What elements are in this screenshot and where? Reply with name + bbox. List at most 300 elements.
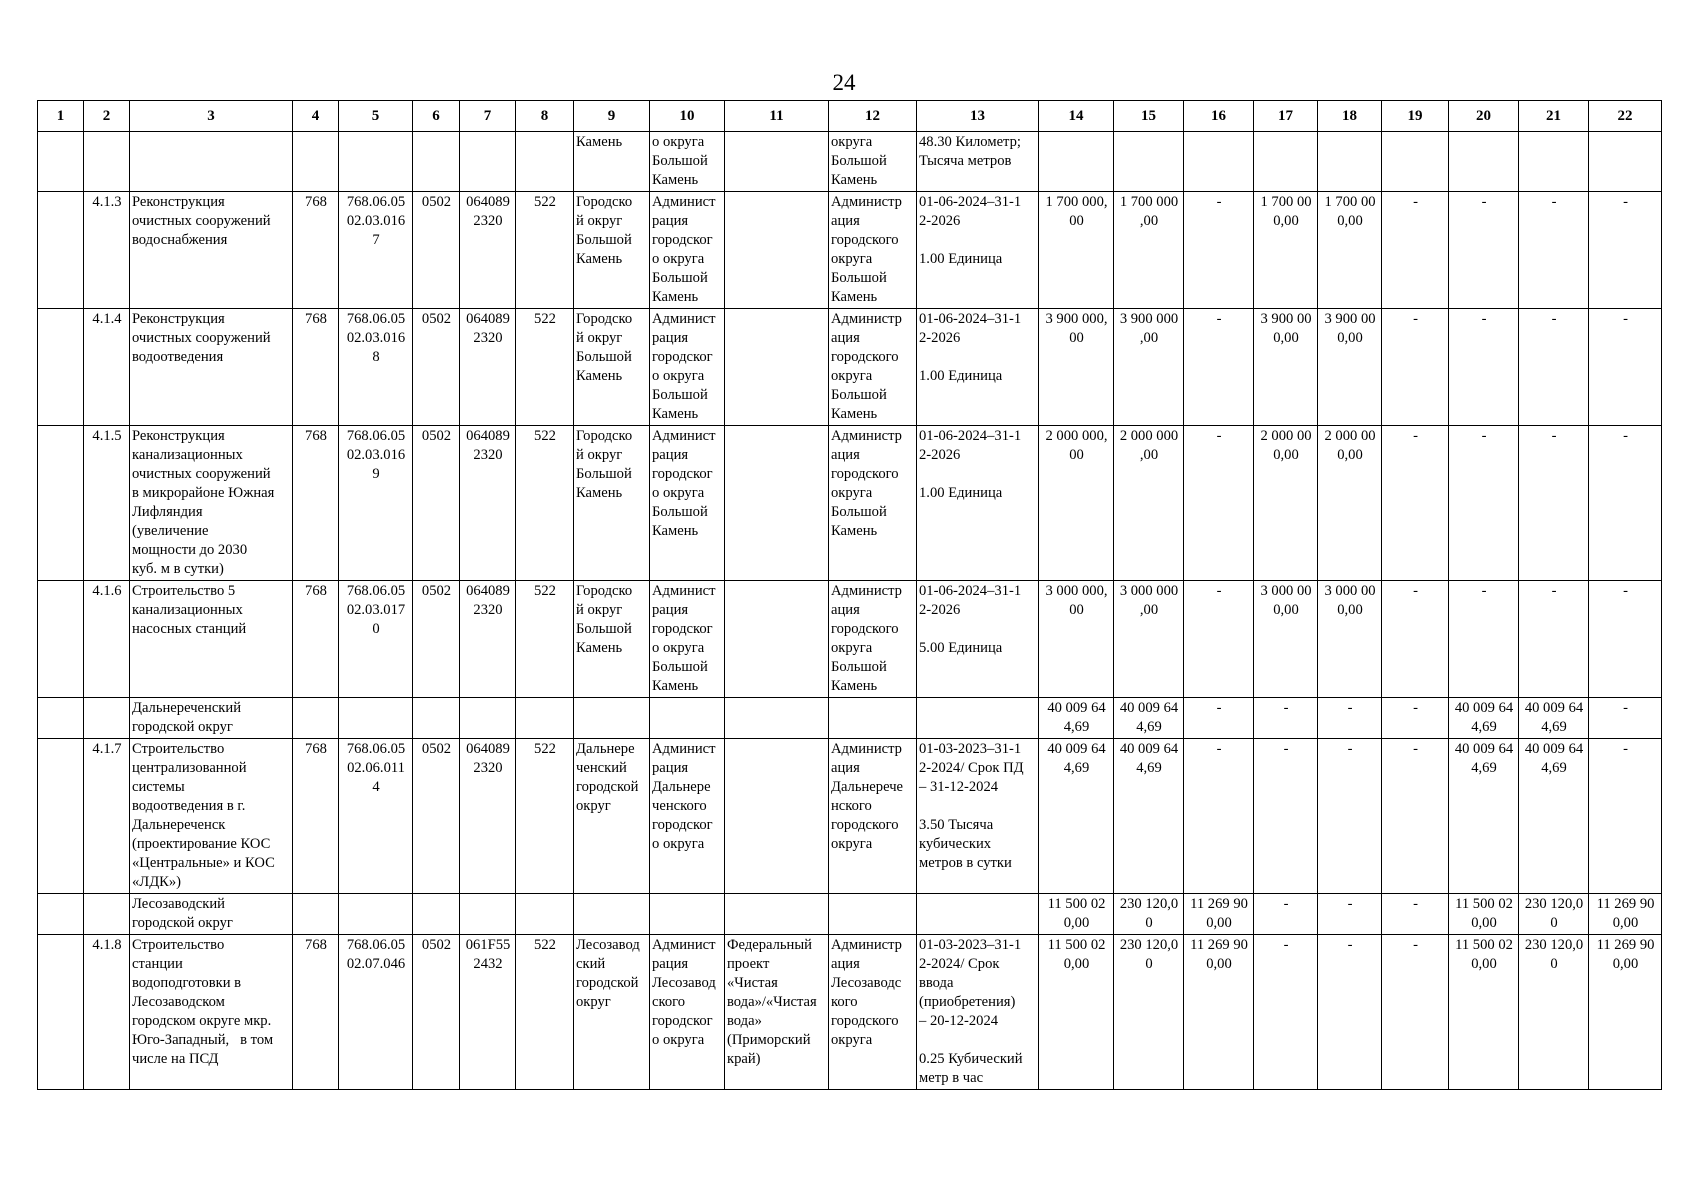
table-cell [460, 192, 516, 309]
cell-text: - [1551, 311, 1557, 327]
cell-text: - [1551, 583, 1557, 599]
table-cell [574, 698, 650, 739]
cell-text: 11 269 90 0,00 [1190, 937, 1248, 972]
cell-text: - [1413, 700, 1418, 716]
table-cell [1589, 581, 1662, 698]
table-cell [829, 132, 917, 192]
table-cell [516, 935, 574, 1090]
cell-text: 768.06.05 02.06.011 4 [346, 741, 406, 795]
cell-text: 3 900 000 ,00 [1119, 311, 1179, 346]
cell-text: 061F55 2432 [465, 937, 511, 972]
table-row [38, 935, 1662, 1090]
column-header: 16 [1184, 101, 1254, 132]
column-header: 3 [130, 101, 293, 132]
table-cell [1382, 132, 1449, 192]
cell-text: 01-06-2024–31-1 2-2026 5.00 Единица [919, 583, 1022, 656]
cell-text: - [1216, 741, 1222, 757]
column-header: 5 [339, 101, 413, 132]
table-cell [38, 192, 84, 309]
table-cell [1519, 739, 1589, 894]
table-cell [460, 894, 516, 935]
cell-text: - [1216, 583, 1222, 599]
cell-text: 230 120,0 0 [1524, 896, 1584, 931]
cell-text: 768 [305, 937, 327, 953]
table-cell [130, 935, 293, 1090]
table-cell [829, 935, 917, 1090]
table-cell [84, 132, 130, 192]
cell-text: 1 700 000, 00 [1045, 194, 1108, 229]
column-header: 15 [1114, 101, 1184, 132]
table-cell [130, 426, 293, 581]
table-cell [650, 192, 725, 309]
table-row [38, 192, 1662, 309]
cell-text: Камень [576, 134, 623, 150]
table-cell [1254, 935, 1318, 1090]
cell-text: - [1216, 700, 1222, 716]
table-cell [1449, 698, 1519, 739]
table-cell [1589, 192, 1662, 309]
table-cell [293, 426, 339, 581]
table-cell [917, 698, 1039, 739]
table-cell [725, 935, 829, 1090]
table-cell [293, 192, 339, 309]
table-cell [650, 698, 725, 739]
cell-text: - [1623, 194, 1628, 210]
table-cell [1449, 192, 1519, 309]
table-cell [413, 894, 460, 935]
cell-text: 11 500 02 0,00 [1455, 896, 1513, 931]
column-header: 20 [1449, 101, 1519, 132]
table-cell [1114, 935, 1184, 1090]
cell-text: - [1216, 311, 1222, 327]
table-cell [339, 581, 413, 698]
table-cell [130, 894, 293, 935]
table-cell [339, 894, 413, 935]
table-cell [1318, 698, 1382, 739]
cell-text: 2 000 000 ,00 [1119, 428, 1179, 463]
table-cell [1039, 132, 1114, 192]
cell-text: 3 900 00 0,00 [1260, 311, 1312, 346]
table-header [38, 101, 1662, 132]
cell-text: 064089 2320 [466, 741, 510, 776]
table-cell [1318, 739, 1382, 894]
cell-text: 3 000 000, 00 [1045, 583, 1108, 618]
table-cell [725, 894, 829, 935]
cell-text: 768.06.05 02.03.016 7 [346, 194, 406, 248]
column-header: 7 [460, 101, 516, 132]
cell-text: Админист рация Лесозавод ского городског о округа [652, 937, 716, 1048]
table-cell [917, 132, 1039, 192]
table-cell [1449, 132, 1519, 192]
table-cell [1254, 309, 1318, 426]
column-header: 6 [413, 101, 460, 132]
cell-text: 768.06.05 02.03.016 8 [346, 311, 406, 365]
table-cell [1589, 309, 1662, 426]
table-cell [1039, 192, 1114, 309]
table-cell [1114, 698, 1184, 739]
table-cell [1254, 894, 1318, 935]
cell-text: 522 [534, 937, 556, 953]
table-cell [574, 192, 650, 309]
cell-text: Строительство централизованной системы водоотведения в г. Дальнереченск (проектирование КОС «Центральные» и КОС «ЛДК») [132, 741, 275, 890]
cell-text: Администр ация городского округа Большой Камень [831, 194, 902, 305]
table-cell [1519, 581, 1589, 698]
table-cell [516, 192, 574, 309]
cell-text: 11 500 02 0,00 [1047, 896, 1106, 931]
cell-text: - [1413, 428, 1418, 444]
table-cell [413, 426, 460, 581]
cell-text: - [1413, 194, 1418, 210]
column-header: 8 [516, 101, 574, 132]
cell-text: округа Большой Камень [831, 134, 887, 188]
cell-text: - [1551, 194, 1557, 210]
table-cell [1114, 581, 1184, 698]
cell-text: - [1216, 194, 1222, 210]
table-cell [1589, 132, 1662, 192]
table-cell [293, 698, 339, 739]
table-cell [339, 426, 413, 581]
table-cell [460, 309, 516, 426]
cell-text: 1 700 000 ,00 [1119, 194, 1179, 229]
table-cell [917, 894, 1039, 935]
table-cell [293, 132, 339, 192]
cell-text: 1 700 00 0,00 [1324, 194, 1376, 229]
table-cell [1449, 935, 1519, 1090]
table-cell [1114, 426, 1184, 581]
cell-text: 01-03-2023–31-1 2-2024/ Срок ПД – 31-12-2024 3.50 Тысяча кубических метров в сутки [919, 741, 1024, 871]
column-header: 10 [650, 101, 725, 132]
cell-text: - [1347, 937, 1353, 953]
cell-text: - [1413, 583, 1418, 599]
cell-text: 40 009 64 4,69 [1119, 700, 1179, 735]
cell-text: Админист рация Дальнере ченского городског о округа [652, 741, 716, 852]
cell-text: - [1623, 428, 1628, 444]
page-number: 24 [832, 70, 856, 95]
cell-text: 230 120,0 0 [1119, 937, 1179, 972]
cell-text: 4.1.3 [92, 194, 122, 210]
cell-text: Городско й округ Большой Камень [576, 311, 633, 384]
cell-text: о округа Большой Камень [652, 134, 708, 188]
cell-text: Строительство станции водоподготовки в Лесозаводском городском округе мкр. Юго-Западный, в том числе на ПСД [132, 937, 274, 1067]
table-cell [1184, 739, 1254, 894]
cell-text: 4.1.8 [92, 937, 122, 953]
table-cell [1589, 894, 1662, 935]
column-header: 4 [293, 101, 339, 132]
cell-text: 3 000 00 0,00 [1260, 583, 1312, 618]
table-cell [650, 581, 725, 698]
cell-text: 064089 2320 [466, 311, 510, 346]
table-cell [460, 132, 516, 192]
table-cell [650, 132, 725, 192]
cell-text: Админист рация городског о округа Большой Камень [652, 311, 716, 422]
table-row [38, 581, 1662, 698]
cell-text: 0502 [421, 583, 452, 599]
table-cell [1184, 935, 1254, 1090]
table-cell [1589, 426, 1662, 581]
table-cell [1519, 698, 1589, 739]
table-cell [829, 309, 917, 426]
cell-text: 11 269 90 0,00 [1190, 896, 1248, 931]
table-cell [293, 309, 339, 426]
table-cell [413, 309, 460, 426]
table-cell [725, 309, 829, 426]
column-header: 21 [1519, 101, 1589, 132]
table-cell [84, 894, 130, 935]
table-cell [1039, 894, 1114, 935]
table-cell [130, 698, 293, 739]
table-cell [1114, 132, 1184, 192]
table-cell [1318, 935, 1382, 1090]
table-cell [574, 426, 650, 581]
cell-text: Администр ация Дальнерече нского городского округа [831, 741, 904, 852]
table-cell [130, 581, 293, 698]
table-cell [293, 739, 339, 894]
table-cell [38, 581, 84, 698]
cell-text: 3 900 00 0,00 [1324, 311, 1376, 346]
cell-text: - [1623, 583, 1628, 599]
table-cell [1519, 426, 1589, 581]
cell-text: 522 [534, 741, 556, 757]
table-cell [725, 426, 829, 581]
table-cell [84, 935, 130, 1090]
table-cell [829, 894, 917, 935]
table-cell [650, 309, 725, 426]
table-row [38, 698, 1662, 739]
cell-text: - [1481, 311, 1487, 327]
cell-text: - [1216, 428, 1222, 444]
cell-text: 11 500 02 0,00 [1047, 937, 1106, 972]
table-cell [725, 739, 829, 894]
table-cell [84, 581, 130, 698]
cell-text: - [1283, 700, 1289, 716]
table-cell [460, 426, 516, 581]
cell-text: Админист рация городског о округа Большой Камень [652, 583, 716, 694]
table-cell [38, 698, 84, 739]
table-cell [339, 698, 413, 739]
cell-text: 4.1.5 [92, 428, 122, 444]
table-cell [917, 739, 1039, 894]
table-row [38, 309, 1662, 426]
table-cell [1039, 739, 1114, 894]
table-cell [339, 309, 413, 426]
cell-text: 48.30 Километр; Тысяча метров [919, 134, 1021, 169]
cell-text: 3 000 00 0,00 [1324, 583, 1376, 618]
cell-text: 01-03-2023–31-1 2-2024/ Срок ввода (приобретения) – 20-12-2024 0.25 Кубический метр в час [919, 937, 1023, 1086]
table-cell [130, 132, 293, 192]
table-cell [1039, 581, 1114, 698]
cell-text: 0502 [421, 428, 452, 444]
table-cell [917, 935, 1039, 1090]
cell-text: - [1283, 741, 1289, 757]
table-cell [650, 426, 725, 581]
cell-text: 0502 [421, 741, 452, 757]
cell-text: 768 [305, 583, 327, 599]
cell-text: 768.06.05 02.03.017 0 [346, 583, 406, 637]
table-cell [650, 739, 725, 894]
cell-text: Городско й округ Большой Камень [576, 194, 633, 267]
table-cell [1589, 739, 1662, 894]
cell-text: - [1623, 741, 1628, 757]
cell-text: 1 700 00 0,00 [1260, 194, 1312, 229]
cell-text: 768.06.05 02.03.016 9 [346, 428, 406, 482]
table-cell [574, 132, 650, 192]
table-cell [1519, 132, 1589, 192]
cell-text: 768 [305, 194, 327, 210]
cell-text: Строительство 5 канализационных насосных станций [132, 583, 247, 637]
table-cell [1039, 426, 1114, 581]
cell-text: - [1347, 700, 1353, 716]
table-cell [1254, 581, 1318, 698]
table-cell [574, 739, 650, 894]
table-cell [38, 309, 84, 426]
cell-text: 40 009 64 4,69 [1119, 741, 1179, 776]
table-cell [339, 739, 413, 894]
cell-text: 2 000 00 0,00 [1324, 428, 1376, 463]
cell-text: - [1551, 428, 1557, 444]
table-cell [1254, 192, 1318, 309]
table-cell [574, 309, 650, 426]
cell-text: 2 000 00 0,00 [1260, 428, 1312, 463]
table-cell [38, 739, 84, 894]
table-cell [84, 739, 130, 894]
table-cell [1184, 192, 1254, 309]
table-cell [516, 309, 574, 426]
cell-text: Лесозавод ский городской округ [576, 937, 640, 1010]
table-cell [1254, 739, 1318, 894]
table-cell [829, 698, 917, 739]
table-cell [725, 698, 829, 739]
cell-text: Администр ация городского округа Большой Камень [831, 428, 902, 539]
cell-text: - [1283, 896, 1289, 912]
table-cell [460, 935, 516, 1090]
table-cell [1382, 309, 1449, 426]
table-cell [1039, 309, 1114, 426]
table-cell [460, 698, 516, 739]
table-cell [1449, 426, 1519, 581]
cell-text: 0502 [421, 194, 452, 210]
table-cell [38, 426, 84, 581]
table-cell [413, 739, 460, 894]
table-cell [829, 192, 917, 309]
cell-text: 40 009 64 4,69 [1454, 700, 1514, 735]
cell-text: 11 500 02 0,00 [1455, 937, 1513, 972]
cell-text: 4.1.4 [92, 311, 122, 327]
table-cell [339, 192, 413, 309]
table-cell [413, 698, 460, 739]
cell-text: - [1283, 937, 1289, 953]
cell-text: 0502 [421, 937, 452, 953]
cell-text: - [1413, 311, 1418, 327]
table-cell [38, 935, 84, 1090]
cell-text: 522 [534, 428, 556, 444]
cell-text: 11 269 90 0,00 [1596, 896, 1655, 931]
table-cell [725, 581, 829, 698]
cell-text: Лесозаводский городской округ [132, 896, 233, 931]
table-cell [1382, 581, 1449, 698]
table-cell [38, 132, 84, 192]
table-cell [1449, 739, 1519, 894]
cell-text: 230 120,0 0 [1524, 937, 1584, 972]
table-cell [1382, 192, 1449, 309]
table-cell [1039, 935, 1114, 1090]
table-cell [1382, 426, 1449, 581]
cell-text: 40 009 64 4,69 [1047, 741, 1106, 776]
table-cell [1519, 894, 1589, 935]
table-cell [293, 894, 339, 935]
table-cell [1254, 426, 1318, 581]
table-cell [339, 935, 413, 1090]
cell-text: 40 009 64 4,69 [1454, 741, 1514, 776]
cell-text: 768 [305, 311, 327, 327]
cell-text: 522 [534, 583, 556, 599]
table-cell [1114, 894, 1184, 935]
cell-text: Городско й округ Большой Камень [576, 583, 633, 656]
table-cell [1114, 309, 1184, 426]
cell-text: - [1623, 311, 1628, 327]
table-cell [84, 426, 130, 581]
column-header: 11 [725, 101, 829, 132]
cell-text: 768 [305, 428, 327, 444]
table-cell [516, 894, 574, 935]
cell-text: - [1347, 896, 1353, 912]
table-cell [516, 132, 574, 192]
cell-text: Федеральный проект «Чистая вода»/«Чистая вода» (Приморский край) [727, 937, 817, 1067]
table-cell [1382, 935, 1449, 1090]
table-body [38, 132, 1662, 1090]
table-cell [917, 581, 1039, 698]
cell-text: 064089 2320 [466, 194, 510, 229]
cell-text: 40 009 64 4,69 [1524, 700, 1584, 735]
table-cell [460, 581, 516, 698]
cell-text: 230 120,0 0 [1119, 896, 1179, 931]
table-cell [130, 739, 293, 894]
table-cell [293, 581, 339, 698]
column-header: 18 [1318, 101, 1382, 132]
table-cell [1318, 192, 1382, 309]
column-header: 1 [38, 101, 84, 132]
table-cell [516, 739, 574, 894]
table-cell [917, 309, 1039, 426]
cell-text: Администр ация Лесозаводс кого городского округа [831, 937, 902, 1048]
table-cell [413, 192, 460, 309]
table-cell [1449, 309, 1519, 426]
table-cell [1382, 739, 1449, 894]
table-cell [1184, 581, 1254, 698]
table-cell [574, 935, 650, 1090]
table-cell [1519, 935, 1589, 1090]
table-cell [1184, 894, 1254, 935]
cell-text: - [1347, 741, 1353, 757]
table-cell [460, 739, 516, 894]
column-header: 19 [1382, 101, 1449, 132]
cell-text: - [1623, 700, 1628, 716]
table-cell [1184, 698, 1254, 739]
table-cell [84, 698, 130, 739]
cell-text: 01-06-2024–31-1 2-2026 1.00 Единица [919, 311, 1022, 384]
table-cell [516, 698, 574, 739]
table-cell [84, 192, 130, 309]
column-header: 14 [1039, 101, 1114, 132]
table-cell [829, 581, 917, 698]
table-cell [1589, 698, 1662, 739]
cell-text: 064089 2320 [466, 428, 510, 463]
table-cell [1318, 309, 1382, 426]
table-cell [413, 132, 460, 192]
cell-text: 2 000 000, 00 [1045, 428, 1108, 463]
table-cell [1114, 192, 1184, 309]
table-cell [574, 894, 650, 935]
cell-text: 0502 [421, 311, 452, 327]
